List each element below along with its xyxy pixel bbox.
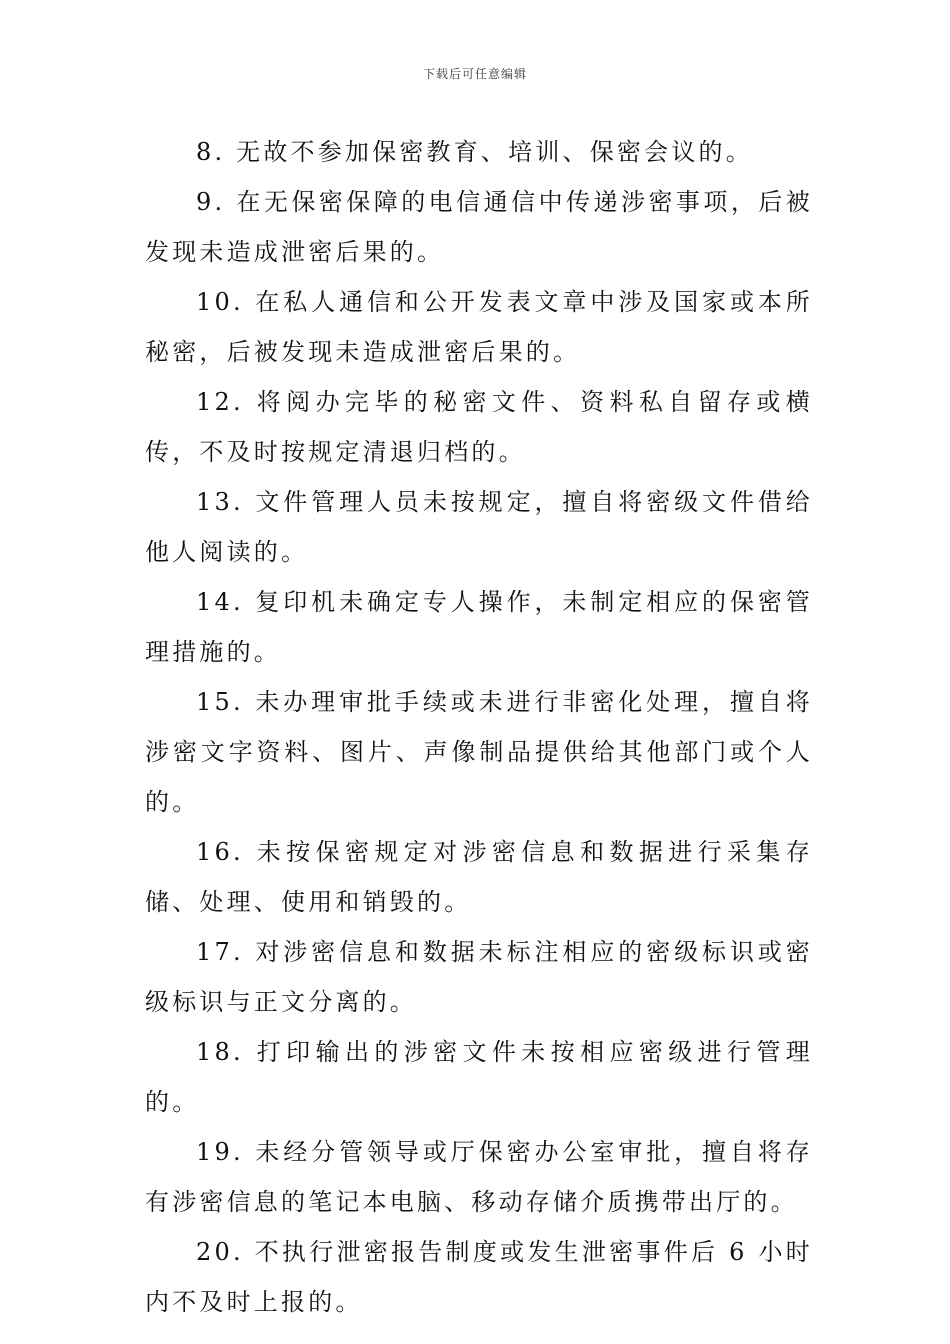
list-item: 9. 在无保密保障的电信通信中传递涉密事项，后被发现未造成泄密后果的。 (145, 188, 813, 266)
list-item: 19. 未经分管领导或厅保密办公室审批，擅自将存有涉密信息的笔记本电脑、移动存储介质携带出厅的。 (145, 1138, 813, 1216)
list-item: 8. 无故不参加保密教育、培训、保密会议的。 (196, 138, 753, 166)
page-header: 下载后可任意编辑 (422, 67, 527, 81)
list-item: 20. 不执行泄密报告制度或发生泄密事件后 6 小时内不及时上报的。 (145, 1238, 813, 1316)
list-item: 15. 未办理审批手续或未进行非密化处理，擅自将涉密文字资料、图片、声像制品提供给其他部门或个人的。 (145, 688, 813, 816)
list-item: 18. 打印输出的涉密文件未按相应密级进行管理的。 (145, 1038, 813, 1116)
list-item: 17. 对涉密信息和数据未标注相应的密级标识或密级标识与正文分离的。 (145, 938, 813, 1016)
list-item: 12. 将阅办完毕的秘密文件、资料私自留存或横传，不及时按规定清退归档的。 (145, 388, 813, 466)
list-item: 16. 未按保密规定对涉密信息和数据进行采集存储、处理、使用和销毁的。 (145, 838, 813, 916)
document-body (145, 127, 813, 1327)
list-item: 14. 复印机未确定专人操作，未制定相应的保密管理措施的。 (145, 588, 813, 666)
list-item: 10. 在私人通信和公开发表文章中涉及国家或本所秘密，后被发现未造成泄密后果的。 (145, 288, 813, 366)
list-item: 13. 文件管理人员未按规定，擅自将密级文件借给他人阅读的。 (145, 488, 813, 566)
